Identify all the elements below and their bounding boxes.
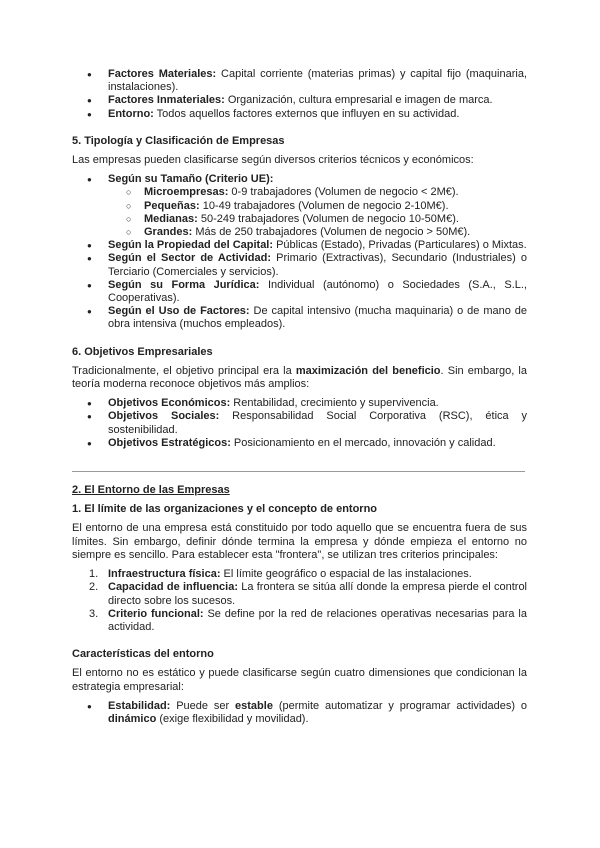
sublist-item: ○ Grandes: Más de 250 trabajadores (Volumen de negocio > 50M€). [72, 226, 527, 239]
list-item: ● Según su Forma Jurídica: Individual (autónomo) o Sociedades (S.A., S.L., Cooperativas). [72, 279, 527, 305]
sublist-item: ○ Pequeñas: 10-49 trabajadores (Volumen de negocio 2-10M€). [72, 200, 527, 213]
criteria-list [72, 568, 527, 634]
list-item: ● Objetivos Económicos: Rentabilidad, crecimiento y supervivencia. [72, 397, 527, 410]
list-item: ● Factores Inmateriales: Organización, cultura empresarial e imagen de marca. [72, 94, 527, 107]
subsection-2-paragraph: El entorno no es estático y puede clasificarse según cuatro dimensiones que condicionan la estrategia empresarial: [72, 667, 527, 693]
list-item: ● Según el Uso de Factores: De capital intensivo (mucha maquinaria) o de mano de obra intensiva (muchos empleados). [72, 305, 527, 331]
list-item: 1. Infraestructura física: El límite geográfico o espacial de las instalaciones. [89, 568, 472, 581]
subsection-2-title: Características del entorno [72, 648, 214, 661]
section-6-intro: Tradicionalmente, el objetivo principal era la maximización del beneficio. Sin embargo, la teoría moderna reconoce objetivos más amplios: [72, 364, 527, 391]
factors-list [72, 68, 527, 121]
section-5-intro: Las empresas pueden clasificarse según diversos criterios técnicos y económicos: [72, 154, 474, 167]
section-5-title: 5. Tipología y Clasificación de Empresas [72, 134, 285, 147]
list-item: ● Objetivos Sociales: Responsabilidad Social Corporativa (RSC), ética y sostenibilidad. [72, 410, 527, 436]
size-sublist [72, 186, 527, 239]
list-item: ● Entorno: Todos aquellos factores externos que influyen en su actividad. [72, 108, 527, 121]
sublist-item: ○ Medianas: 50-249 trabajadores (Volumen de negocio 10-50M€). [72, 213, 527, 226]
list-item: ● Objetivos Estratégicos: Posicionamiento en el mercado, innovación y calidad. [72, 437, 527, 450]
document-page [72, 68, 527, 726]
list-item-size: ● Según su Tamaño (Criterio UE): ○ Microempresas: 0-9 trabajadores (Volumen de negocio < 2M€). ○ Pequeñas: 10-49 trabajadores (Volumen de negocio 2-10M€). ○ Medianas: 50-249 trabajadores (Volumen de negocio 10-50M€). ○ Grandes: Más de 250 trabajadores (Volumen de negocio > 50M€). [72, 173, 527, 239]
characteristics-list [72, 700, 527, 726]
list-item: 2. Capacidad de influencia: La frontera se sitúa allí donde la empresa pierde el control directo sobre los sucesos. [89, 581, 527, 607]
section-6-title: 6. Objetivos Empresariales [72, 345, 213, 358]
sublist-item: ○ Microempresas: 0-9 trabajadores (Volumen de negocio < 2M€). [72, 186, 527, 199]
subsection-1-paragraph: El entorno de una empresa está constituido por todo aquello que se encuentra fuera de sus límites. Sin embargo, definir dónde termina la empresa y dónde empieza el entorno no siempre es sencillo. Para establecer esta "frontera", se utilizan tres criterios principales: [72, 522, 527, 561]
list-item: ● Según la Propiedad del Capital: Públicas (Estado), Privadas (Particulares) o Mixtas. [72, 239, 527, 252]
objectives-list [72, 397, 527, 450]
list-item: ● Según el Sector de Actividad: Primario (Extractivas), Secundario (Industriales) o Terciario (Comerciales y servicios). [72, 252, 527, 278]
subsection-1-title: 1. El límite de las organizaciones y el concepto de entorno [72, 503, 378, 516]
part-2-title: 2. El Entorno de las Empresas [72, 484, 230, 497]
list-item: ● Estabilidad: Puede ser estable (permite automatizar y programar actividades) o dinámico (exige flexibilidad y movilidad). [72, 700, 527, 726]
classification-list [72, 173, 527, 331]
list-item: 3. Criterio funcional: Se define por la red de relaciones operativas necesarias para la actividad. [89, 607, 527, 633]
list-item: ● Factores Materiales: Capital corriente (materias primas) y capital fijo (maquinaria, instalaciones). [72, 68, 527, 94]
